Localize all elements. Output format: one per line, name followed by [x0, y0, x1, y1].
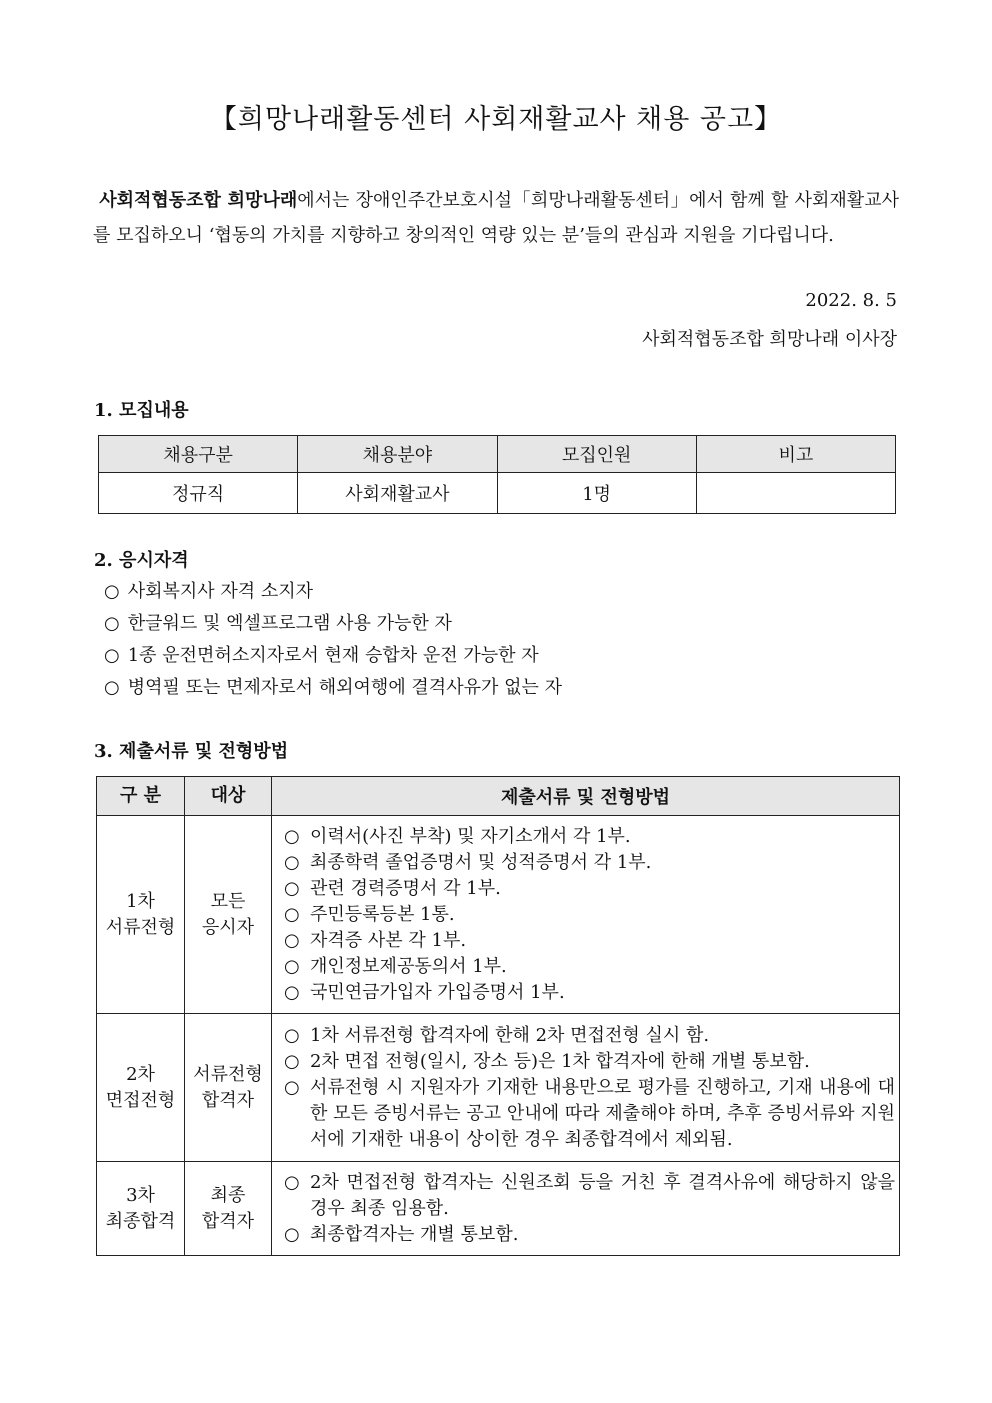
list-item: ○ 자격증 사본 각 1부.: [284, 928, 895, 954]
target-cell: 모든 응시자: [185, 816, 272, 1014]
table-cell: [696, 473, 895, 514]
circle-bullet-icon: ○: [104, 677, 120, 698]
circle-bullet-icon: ○: [284, 929, 300, 951]
list-item: ○ 이력서(사진 부착) 및 자기소개서 각 1부.: [284, 824, 895, 850]
section-3-title: 3. 제출서류 및 전형방법: [94, 741, 289, 762]
list-item: ○ 주민등록등본 1통.: [284, 902, 895, 928]
list-item: ○ 병역필 또는 면제자로서 해외여행에 결격사유가 없는 자: [104, 672, 562, 704]
list-item: ○ 1차 서류전형 합격자에 한해 2차 면접전형 실시 함.: [284, 1023, 895, 1049]
stage-cell: 2차 면접전형: [97, 1014, 185, 1162]
table-header-row: [97, 777, 900, 816]
table-header-row: [99, 436, 896, 473]
list-item: ○ 한글워드 및 엑셀프로그램 사용 가능한 자: [104, 608, 562, 640]
table-row: [97, 1014, 900, 1162]
screening-table: [96, 776, 900, 1256]
circle-bullet-icon: ○: [104, 613, 120, 634]
page-title: 【희망나래활동센터 사회재활교사 채용 공고】: [209, 104, 783, 135]
section-2-title: 2. 응시자격: [94, 550, 189, 571]
list-item: ○ 최종합격자는 개별 통보함.: [284, 1222, 895, 1248]
stage-cell: 1차 서류전형: [97, 816, 185, 1014]
header-cell: 제출서류 및 전형방법: [272, 777, 900, 816]
recruitment-table: [98, 435, 896, 514]
circle-bullet-icon: ○: [284, 955, 300, 977]
list-item: ○ 최종학력 졸업증명서 및 성적증명서 각 1부.: [284, 850, 895, 876]
intro-org: 사회적협동조합 희망나래: [99, 190, 298, 211]
target-cell: 최종 합격자: [185, 1162, 272, 1256]
qualifications-list: [104, 576, 562, 704]
list-item: ○ 사회복지사 자격 소지자: [104, 576, 562, 608]
circle-bullet-icon: ○: [284, 1076, 300, 1098]
list-item: ○ 국민연금가입자 가입증명서 1부.: [284, 980, 895, 1006]
circle-bullet-icon: ○: [284, 903, 300, 925]
circle-bullet-icon: ○: [104, 581, 120, 602]
announcement-signer: 사회적협동조합 희망나래 이사장: [642, 329, 897, 350]
list-item: ○ 2차 면접 전형(일시, 장소 등)은 1차 합격자에 한해 개별 통보함.: [284, 1049, 895, 1075]
method-cell: [272, 1014, 900, 1162]
circle-bullet-icon: ○: [284, 981, 300, 1003]
circle-bullet-icon: ○: [284, 825, 300, 847]
table-cell: 정규직: [99, 473, 298, 514]
header-cell: 비고: [696, 436, 895, 473]
section-1-title: 1. 모집내용: [94, 400, 189, 421]
list-item: ○ 1종 운전면허소지자로서 현재 승합차 운전 가능한 자: [104, 640, 562, 672]
stage-cell: 3차 최종합격: [97, 1162, 185, 1256]
table-row: [99, 473, 896, 514]
header-cell: 모집인원: [497, 436, 696, 473]
table-row: [97, 816, 900, 1014]
intro-paragraph: [93, 183, 899, 253]
circle-bullet-icon: ○: [284, 1171, 300, 1193]
circle-bullet-icon: ○: [104, 645, 120, 666]
circle-bullet-icon: ○: [284, 877, 300, 899]
announcement-date: 2022. 8. 5: [805, 290, 897, 311]
list-item: ○ 개인정보제공동의서 1부.: [284, 954, 895, 980]
header-cell: 구 분: [97, 777, 185, 816]
method-cell: [272, 1162, 900, 1256]
header-cell: 채용구분: [99, 436, 298, 473]
intro-text: 에서는 장애인주간보호시설「희망나래활동센터」에서 함께 할 사회재활교사를 모집하오니 ‘협동의 가치를 지향하고 창의적인 역량 있는 분’들의 관심과 지원을 기다립니다.: [93, 190, 899, 246]
circle-bullet-icon: ○: [284, 1050, 300, 1072]
header-cell: 채용분야: [298, 436, 497, 473]
table-row: [97, 1162, 900, 1256]
circle-bullet-icon: ○: [284, 1024, 300, 1046]
method-cell: [272, 816, 900, 1014]
list-item: ○ 2차 면접전형 합격자는 신원조회 등을 거친 후 결격사유에 해당하지 않을 경우 최종 임용함.: [284, 1171, 895, 1219]
list-item: ○ 관련 경력증명서 각 1부.: [284, 876, 895, 902]
table-cell: 1명: [497, 473, 696, 514]
circle-bullet-icon: ○: [284, 851, 300, 873]
target-cell: 서류전형 합격자: [185, 1014, 272, 1162]
circle-bullet-icon: ○: [284, 1223, 300, 1245]
header-cell: 대상: [185, 777, 272, 816]
table-cell: 사회재활교사: [298, 473, 497, 514]
list-item: ○ 서류전형 시 지원자가 기재한 내용만으로 평가를 진행하고, 기재 내용에 대한 모든 증빙서류는 공고 안내에 따라 제출해야 하며, 추후 증빙서류와 지원서에 기재한 내용이 상이한 경우 최종합격에서 제외됨.: [284, 1076, 895, 1150]
